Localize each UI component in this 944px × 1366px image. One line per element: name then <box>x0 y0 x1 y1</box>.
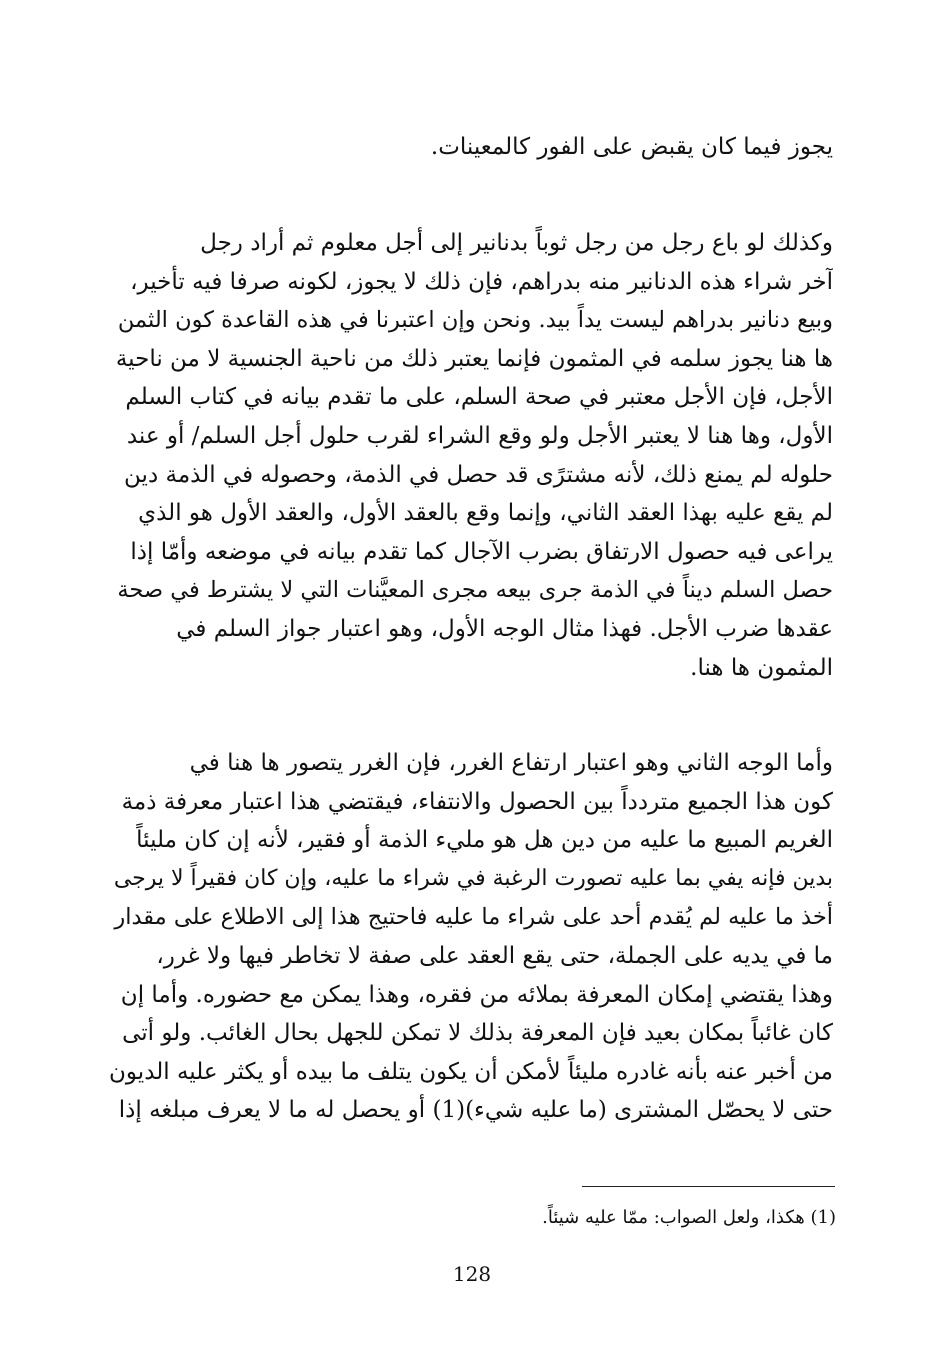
text-line: الأجل، فإن الأجل معتبر في صحة السلم، على ما تقدم بيانه في كتاب السلم <box>125 384 833 411</box>
text-line: وأما الوجه الثاني وهو اعتبار ارتفاع الغرر، فإن الغرر يتصور ها هنا في <box>189 750 833 776</box>
text-line: أخذ ما عليه لم يُقدم أحد على شراء ما عليه فاحتيج هذا إلى الاطلاع على مقدار <box>114 904 833 931</box>
page-number: 128 <box>452 1262 492 1286</box>
text-line: عقدها ضرب الأجل. فهذا مثال الوجه الأول، وهو اعتبار جواز السلم في <box>176 615 833 642</box>
text-line: حلوله لم يمنع ذلك، لأنه مشترًى قد حصل في الذمة، وحصوله في الذمة دين <box>124 461 833 488</box>
paragraph-continuation <box>105 128 833 167</box>
text-line: المثمون ها هنا. <box>690 654 833 681</box>
paragraph-second <box>105 224 833 687</box>
text-line: يجوز فيما كان يقبض على الفور كالمعينات. <box>430 134 833 160</box>
footnote-separator <box>582 1186 835 1187</box>
text-line: من أخبر عنه بأنه غادره مليئاً لأمكن أن يكون يتلف ما بيده أو يكثر عليه الديون <box>109 1058 833 1085</box>
text-line: كان غائباً بمكان بعيد فإن المعرفة بذلك لا تمكن للجهل بحال الغائب. ولو أتى <box>122 1020 833 1047</box>
text-line: يراعى فيه حصول الارتفاق بضرب الآجال كما تقدم بيانه في موضعه وأمّا إذا <box>130 538 833 565</box>
text-line: وكذلك لو باع رجل من رجل ثوباً بدنانير إلى أجل معلوم ثم أراد رجل <box>200 230 833 256</box>
text-line: بدين فإنه يفي بما عليه تصورت الرغبة في شراء ما عليه، وإن كان فقيراً لا يرجى <box>113 865 833 891</box>
text-line: الغريم المبيع ما عليه من دين هل هو مليء الذمة أو فقير، لأنه إن كان مليئاً <box>136 827 833 854</box>
text-line: حصل السلم ديناً في الذمة جرى بيعه مجرى المعيَّنات التي لا يشترط في صحة <box>117 577 833 604</box>
text-line: آخر شراء هذه الدنانير منه بدراهم، فإن ذلك لا يجوز، لكونه صرفا فيه تأخير، <box>130 268 833 295</box>
text-line: الأول، وها هنا لا يعتبر الأجل ولو وقع الشراء لقرب حلول أجل السلم/ أو عند <box>126 422 833 449</box>
text-line: وهذا يقتضي إمكان المعرفة بملائه من فقره، وهذا يمكن مع حضوره. وأما إن <box>120 981 833 1008</box>
text-line: لم يقع عليه بهذا العقد الثاني، وإنما وقع بالعقد الأول، والعقد الأول هو الذي <box>138 500 833 527</box>
text-line: ها هنا يجوز سلمه في المثمون فإنما يعتبر ذلك من ناحية الجنسية لا من ناحية <box>115 345 833 372</box>
text-line: حتى لا يحصّل المشترى (ما عليه شيء)(1) أو يحصل له ما لا يعرف مبلغه إذا <box>118 1097 833 1124</box>
text-line: وبيع دنانير بدراهم ليست يداً بيد. ونحن وإن اعتبرنا في هذه القاعدة كون الثمن <box>117 307 833 334</box>
footnote: (1) هكذا، ولعل الصواب: ممّا عليه شيئاً. <box>542 1207 836 1228</box>
paragraph-third <box>105 744 833 1130</box>
text-line: كون هذا الجميع متردداً بين الحصول والانتفاء، فيقتضي هذا اعتبار معرفة ذمة <box>121 788 833 815</box>
text-line: ما في يديه على الجملة، حتى يقع العقد على صفة لا تخاطر فيها ولا غرر، <box>156 942 833 969</box>
